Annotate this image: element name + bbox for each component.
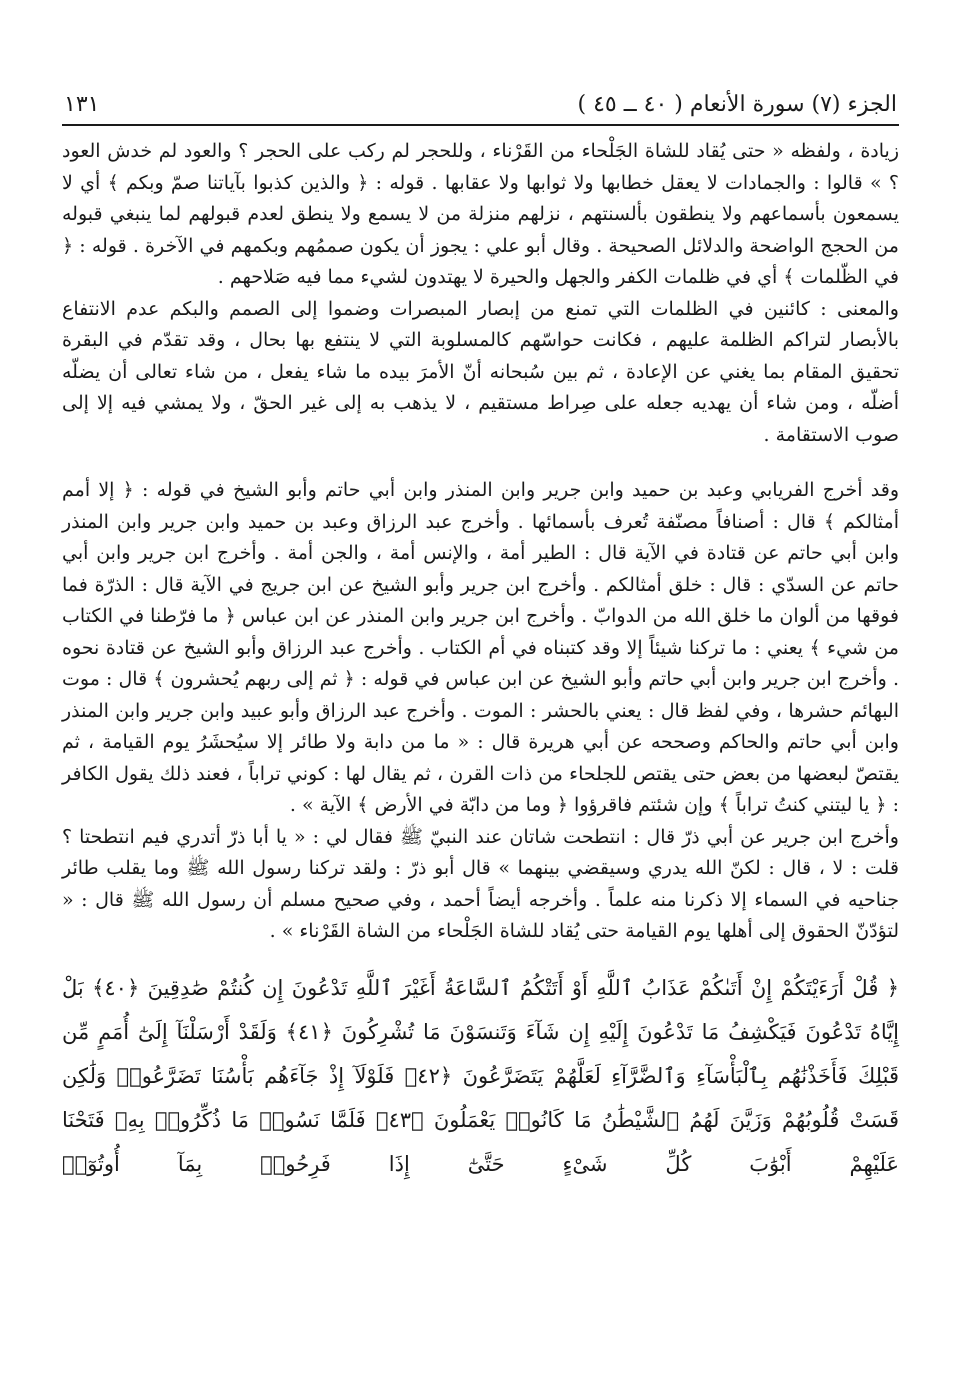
page-number: ١٣١ — [64, 92, 100, 117]
hadith-paragraph: وقد أخرج الفريابي وعبد بن حميد وابن جرير وابن المنذر وابن أبي حاتم وأبو الشيخ في قوله : ﴿ إلا أمم أمثالكم ﴾ قال : أصنافاً مصنّفة تُعرف بأسمائها . وأخرج عبد الرزاق وعبد بن حميد وابن جرير وابن المنذر وابن أبي حاتم عن قتادة في الآية قال : الطير أمة ، والإنس أمة ، والجن أمة . وأخرج ابن جرير وابن أبي حاتم عن السدّي : قال : خلق أمثالكم . وأخرج ابن جرير وأبو الشيخ عن ابن جريج في الآية قال : الذرّة فما فوقها من ألوان ما خلق الله من الدوابّ . وأخرج ابن جرير وابن المنذر عن ابن عباس ﴿ ما فرّطنا في الكتاب من شيء ﴾ يعني : ما تركنا شيئاً إلا وقد كتبناه في أم الكتاب . وأخرج عبد الرزاق وأبو الشيخ عن قتادة نحوه . وأخرج ابن جرير وابن أبي حاتم وأبو الشيخ عن ابن عباس في قوله : ﴿ ثم إلى ربهم يُحشرون ﴾ قال : موت البهائم حشرها ، وفي لفظ قال : يعني بالحشر : الموت . وأخرج عبد الرزاق وأبو عبيد وابن جرير وابن المنذر وابن أبي حاتم والحاكم وصححه عن أبي هريرة قال : « ما من دابة ولا طائر إلا سيُحشَرُ يوم القيامة ، ثم يقتصّ لبعضها من بعض حتى يقتص للجلحاء من ذات القرن ، ثم يقال لها : كوني تراباً ، فعند ذلك يقول الكافر : ﴿ يا ليتني كنتُ تراباً ﴾ وإن شئتم فاقرؤوا ﴿ وما من دابّة في الأرض ﴾ الآية » . — [62, 479, 899, 816]
header-title: الجزء (٧) سورة الأنعام ( ٤٠ ــ ٤٥ ) — [577, 92, 897, 117]
hadith-section — [62, 475, 899, 948]
quran-text: ﴿ قُلْ أَرَءَيْتَكُمْ إِنْ أَتَىٰكُمْ عَذَابُ ٱللَّهِ أَوْ أَتَتْكُمُ ٱلسَّاعَةُ أَغَيْرَ ٱللَّهِ تَدْعُونَ إِن كُنتُمْ صَٰدِقِينَ ﴿٤٠﴾ بَلْ إِيَّاهُ تَدْعُونَ فَيَكْشِفُ مَا تَدْعُونَ إِلَيْهِ إِن شَآءَ وَتَنسَوْنَ مَا تُشْرِكُونَ ﴿٤١﴾ وَلَقَدْ أَرْسَلْنَآ إِلَىٰٓ أُمَمٍ مِّن قَبْلِكَ فَأَخَذْنَٰهُم بِٱلْبَأْسَآءِ وَٱلضَّرَّآءِ لَعَلَّهُمْ يَتَضَرَّعُونَ ﴿٤٢﴾ فَلَوْلَآ إِذْ جَآءَهُم بَأْسُنَا تَضَرَّعُوا۟ وَلَٰكِن قَسَتْ قُلُوبُهُمْ وَزَيَّنَ لَهُمُ ٱلشَّيْطَٰنُ مَا كَانُوا۟ يَعْمَلُونَ ﴿٤٣﴾ فَلَمَّا نَسُوا۟ مَا ذُكِّرُوا۟ بِهِۦ فَتَحْنَا عَلَيْهِمْ أَبْوَٰبَ كُلِّ شَىْءٍ حَتَّىٰٓ إِذَا فَرِحُوا۟ بِمَآ أُوتُوٓا۟ — [62, 975, 900, 1176]
book-page — [62, 88, 899, 1186]
commentary-section — [62, 136, 899, 451]
hadith-paragraph: وأخرج ابن جرير عن أبي ذرّ قال : انتطحت شاتان عند النبيّ ﷺ فقال لي : « يا أبا ذرّ أتدري فيم انتطحتا ؟ قلت : لا ، قال : لكنّ الله يدري وسيقضي بينهما » قال أبو ذرّ : ولقد تركنا رسول الله ﷺ وما يقلب طائر جناحيه في السماء إلا ذكرنا منه علماً . وأخرجه أيضاً أحمد ، وفي صحيح مسلم أن رسول الله ﷺ قال : « لتؤدّنّ الحقوق إلى أهلها يوم القيامة حتى يُقاد للشاة الجَلْحاء من الشاة القَرْناء » . — [62, 825, 899, 942]
running-header — [62, 88, 899, 126]
quran-verses — [62, 966, 899, 1186]
commentary-paragraph: والمعنى : كائنين في الظلمات التي تمنع من إبصار المبصرات وضموا إلى الصمم والبكم عدم الانتفاع بالأبصار لتراكم الظلمة عليهم ، فكانت حواسّهم كالمسلوبة التي لا ينتفع بها بحال ، وقد تقدّم في البقرة تحقيق المقام بما يغني عن الإعادة ، ثم بين سُبحانه أنّ الأمرَ بيده ما شاء يفعل ، من شاء تعالى أن يضلّه أضلّه ، ومن شاء أن يهديه جعله على صِراط مستقيم ، لا يذهب به إلى غير الحقّ ، ولا يمشي فيه إلا إلى صوب الاستقامة . — [62, 297, 899, 446]
commentary-paragraph: زيادة ، ولفظه « حتى يُقاد للشاة الجَلْحاء من القَرْناء ، وللحجر لم ركب على الحجر ؟ والعود لم خدش العود ؟ » قالوا : والجمادات لا يعقل خطابها ولا ثوابها ولا عقابها . قوله : ﴿ والذين كذبوا بآياتنا صمّ وبكم ﴾ أي لا يسمعون بأسماعهم ولا ينطقون بألسنتهم ، نزلهم منزلة من لا يسمع ولا ينطق لعدم قبولهم لما ينبغي قبوله من الحجج الواضحة والدلائل الصحيحة . وقال أبو علي : يجوز أن يكون صممُهم وبكمهم في الآخرة . قوله : ﴿ في الظّلمات ﴾ أي في ظلمات الكفر والجهل والحيرة لا يهتدون لشيء مما فيه صَلاحهم . — [62, 140, 899, 288]
